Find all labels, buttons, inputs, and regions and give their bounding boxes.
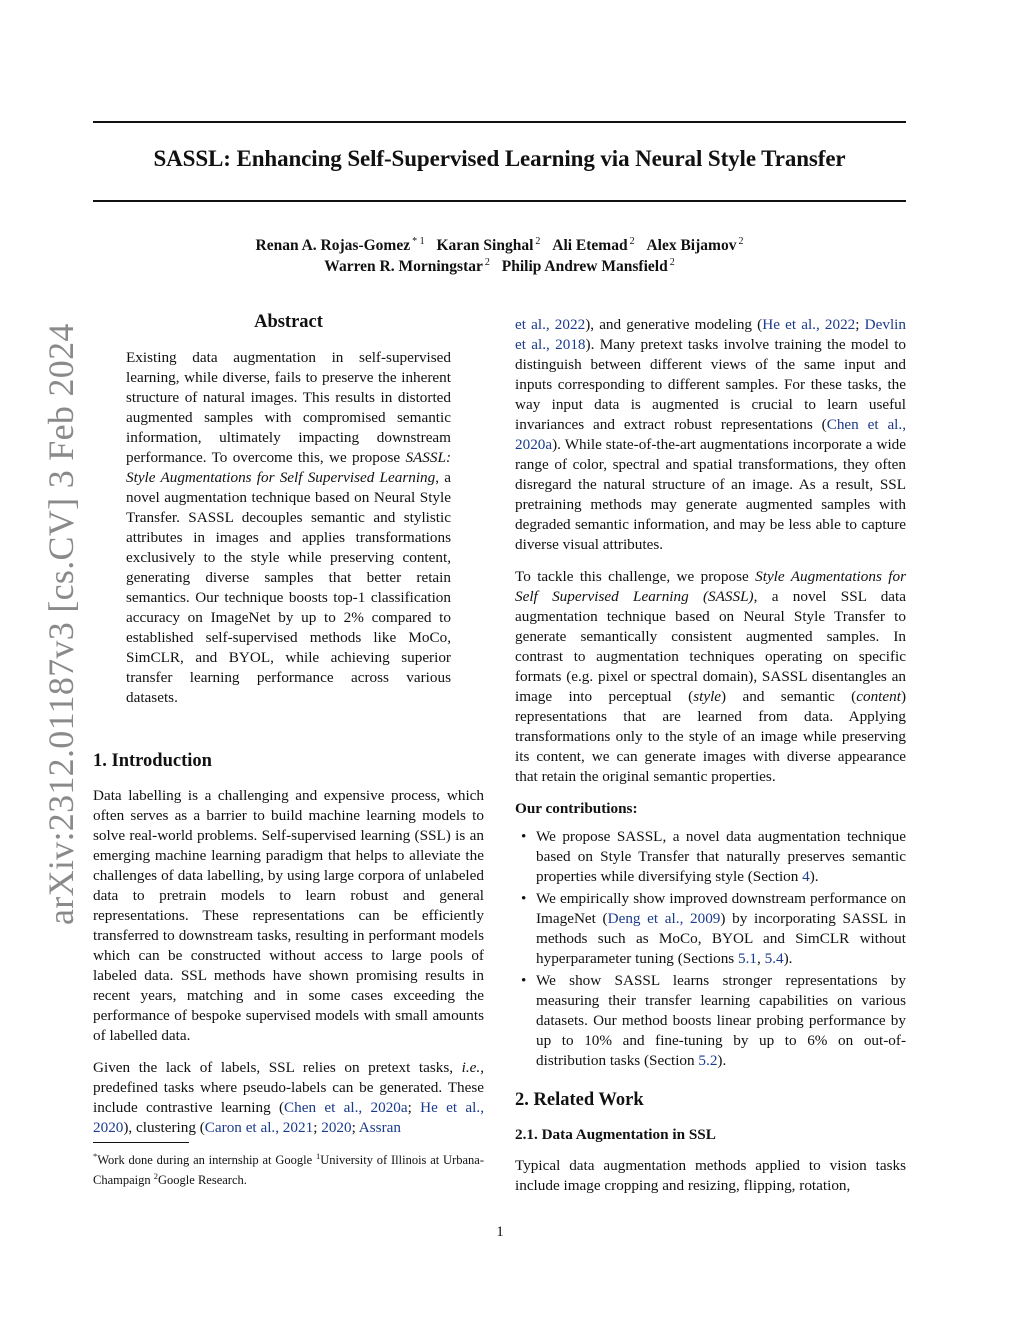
author-line-1	[93, 236, 906, 255]
introduction-body	[93, 786, 484, 1138]
section-link[interactable]: 5.1	[738, 950, 757, 967]
citation-link[interactable]: He et al., 2020	[93, 1099, 484, 1136]
section-heading-introduction: 1. Introduction	[93, 751, 212, 771]
citation-link[interactable]: Caron et al., 2021	[204, 1119, 314, 1136]
footnote-rule	[93, 1142, 189, 1143]
paper-title: SASSL: Enhancing Self-Supervised Learning via Neural Style Transfer	[153, 146, 846, 171]
arxiv-identifier: arXiv:2312.01187v3 [cs.CV] 3 Feb 2024	[41, 323, 81, 925]
right-paragraph-1: et al., 2022), and generative modeling (He et al., 2022; Devlin et al., 2018). Many pretext tasks involve training the model to distinguish between different views of the same input and inputs corresponding to different samples. For these tasks, the way input data is augmented is crucial to learn useful invariances and extract robust representations (Chen et al., 2020a). While state-of-the-art augmentations incorporate a wide range of color, spectral and spatial transformations, they often disregard the natural structure of an image. As a result, SSL pretraining methods may generate augmented samples with degraded semantic information, and may be less able to capture diverse visual attributes.	[515, 316, 907, 553]
author: Alex Bijamov $^2$	[646, 236, 744, 255]
citation-link[interactable]: He et al., 2022	[762, 316, 856, 333]
author: Renan A. Rojas-Gomez $^{* 1}$	[255, 236, 425, 255]
intro-paragraph-2: Given the lack of labels, SSL relies on pretext tasks, i.e., predefined tasks where pseudo-labels can be generated. These include contrastive learning (Chen et al., 2020a; He et al., 2020), clustering (Caron et al., 2021; 2020; Assran	[93, 1059, 484, 1136]
abstract-body: Existing data augmentation in self-supervised learning, while diverse, fails to preserve the inherent structure of natural images. This results in distorted augmented samples with compromised semantic information, ultimately impacting downstream performance. To overcome this, we propose SASSL: Style Augmentations for Self Supervised Learning, a novel augmentation technique based on Neural Style Transfer. SASSL decouples semantic and stylistic attributes in images and applies transformations exclusively to the style while preserving content, generating diverse samples that better retain semantics. Our technique boosts top-1 classification accuracy on ImageNet by up to 2% compared to established self-supervised methods like MoCo, SimCLR, and BYOL, while achieving superior transfer learning performance across various datasets.	[126, 349, 451, 706]
subsection-heading-data-augmentation: 2.1. Data Augmentation in SSL	[515, 1126, 716, 1143]
right-column-body	[515, 315, 906, 1073]
citation-link[interactable]: Chen et al., 2020a	[284, 1099, 408, 1116]
contributions-list	[515, 827, 906, 1071]
page-number: 1	[496, 1224, 504, 1240]
section-link[interactable]: 4	[802, 868, 810, 885]
author-line-2	[93, 257, 906, 276]
title-top-rule	[93, 121, 906, 123]
citation-link[interactable]: Assran	[358, 1119, 401, 1136]
footnote: *Work done during an internship at Google $^1$University of Illinois at Urbana-Champaign $^2$Google Research.	[93, 1151, 484, 1188]
citation-link[interactable]: Devlin et al., 2018	[515, 316, 906, 353]
section-link[interactable]: 5.4	[764, 950, 784, 967]
citation-link[interactable]: Chen et al., 2020a	[515, 416, 906, 453]
citation-link[interactable]: et al., 2022	[515, 316, 586, 333]
section-heading-related-work: 2. Related Work	[515, 1090, 644, 1110]
section-link[interactable]: 5.2	[698, 1052, 718, 1069]
right-paragraph-2: To tackle this challenge, we propose Style Augmentations for Self Supervised Learning (SASSL), a novel SSL data augmentation technique based on Neural Style Transfer to generate semantically consistent augmented samples. In contrast to augmentation techniques operating on specific formats (e.g. pixel or spectral domain), SASSL disentangles an image into perceptual (style) and semantic (content) representations that are learned from data. Applying transformations only to the style of an image while preserving its content, we can generate images with diverse appearance that retain the original semantic properties.	[515, 568, 906, 785]
abstract-heading: Abstract	[254, 312, 323, 332]
related-work-paragraph: Typical data augmentation methods applied to vision tasks include image cropping and resizing, flipping, rotation,	[515, 1157, 906, 1194]
author: Warren R. Morningstar $^2$	[324, 257, 490, 276]
list-item: • We propose SASSL, a novel data augmentation technique based on Style Transfer that naturally preserves semantic properties while diversifying style (Section 4).	[536, 827, 906, 887]
author: Karan Singhal $^2$	[436, 236, 541, 255]
author: Ali Etemad $^2$	[552, 236, 635, 255]
list-item: • We show SASSL learns stronger representations by measuring their transfer learning capabilities on various datasets. Our method boosts linear probing performance by up to 10% and fine-tuning by up to 6% on out-of-distribution tasks (Section 5.2).	[536, 971, 906, 1071]
citation-link[interactable]: Deng et al., 2009	[607, 910, 721, 927]
citation-link[interactable]: 2020	[321, 1119, 352, 1136]
list-item: • We empirically show improved downstream performance on ImageNet (Deng et al., 2009) by incorporating SASSL in methods such as MoCo, BYOL and SimCLR without hyperparameter tuning (Sections 5.1, 5.4).	[536, 889, 906, 969]
title-bottom-rule	[93, 200, 906, 202]
intro-paragraph-1: Data labelling is a challenging and expensive process, which often serves as a barrier to build machine learning models to solve real-world problems. Self-supervised learning (SSL) is an emerging machine learning paradigm that helps to alleviate the challenges of data labelling, by using large corpora of unlabeled data to pretrain models to learn robust and general representations. These representations can be efficiently transferred to downstream tasks, resulting in performant models which can be constructed without access to large pools of labeled data. SSL methods have shown promising results in recent years, matching and in some cases exceeding the performance of bespoke supervised models with small amounts of labelled data.	[93, 787, 484, 1044]
author: Philip Andrew Mansfield $^2$	[501, 257, 675, 276]
contributions-heading: Our contributions:	[515, 800, 638, 817]
